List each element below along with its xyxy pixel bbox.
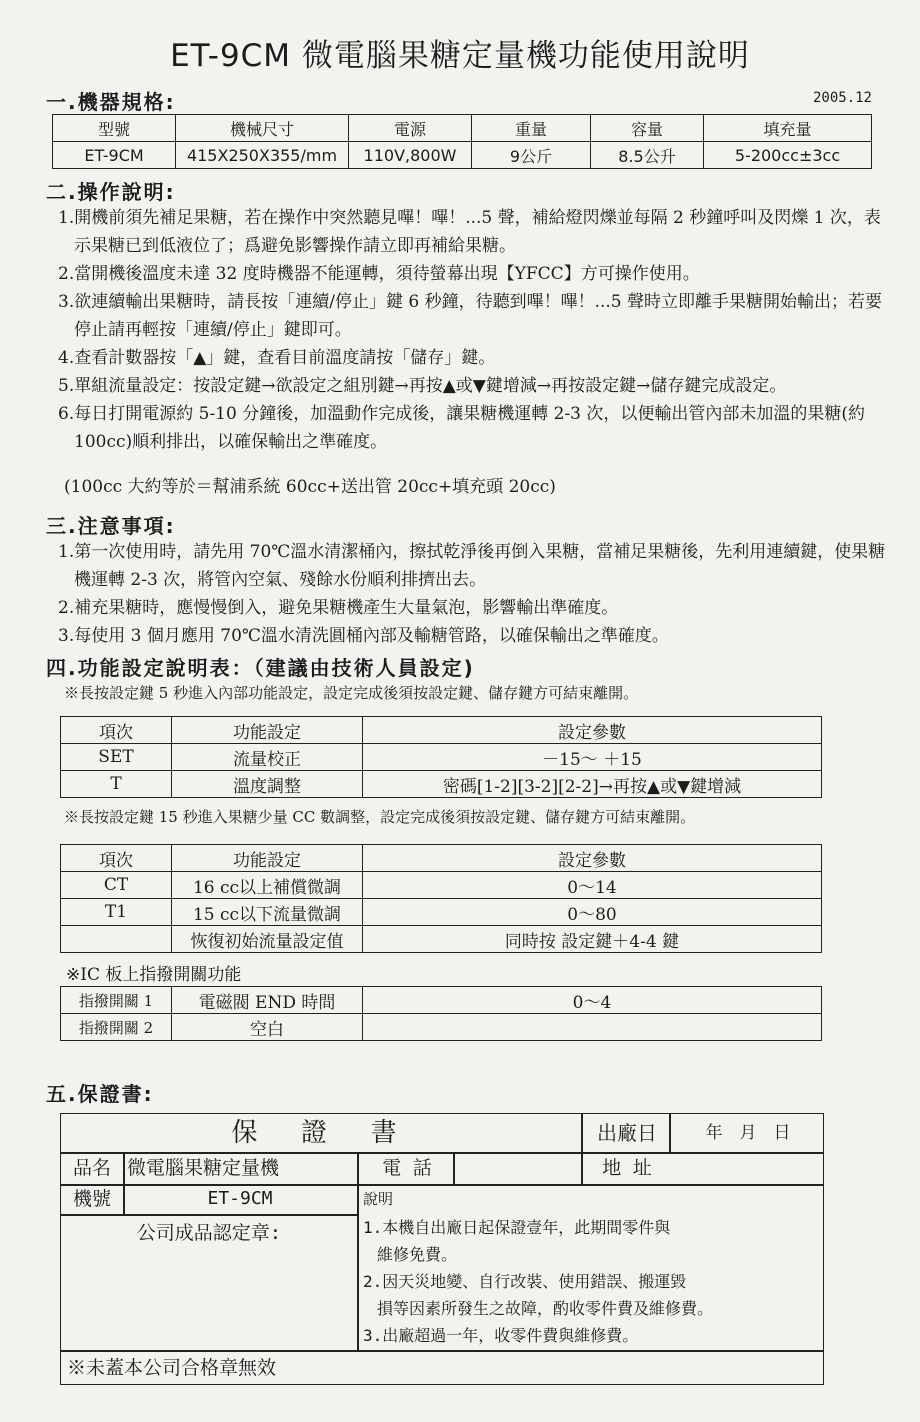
caution-item: 2.補充果糖時，應慢慢倒入，避免果糖機產生大量氣泡，影響輸出準確度。 — [58, 598, 619, 618]
spec-value: 110V,800W — [349, 142, 472, 169]
page-title: ET-9CM 微電腦果糖定量機功能使用說明 — [170, 38, 750, 74]
function-header: 項次 — [61, 717, 172, 744]
section3-heading: 三.注意事項: — [46, 514, 176, 538]
function-cell: 密碼[1-2][3-2][2-2]→再按▲或▼鍵增減 — [363, 771, 822, 798]
phone-label: 電 話 — [382, 1157, 432, 1179]
spec-header: 容量 — [591, 115, 704, 142]
explain-line: 3.出廠超過一年，收零件費與維修費。 — [363, 1326, 639, 1345]
dip-switch-cell: 指撥開關 1 — [61, 987, 172, 1014]
function-cell: 流量校正 — [172, 744, 363, 771]
operation-item: 6.每日打開電源約 5-10 分鐘後，加溫動作完成後，讓果糖機運轉 2-3 次，以便輸出管內部未加溫的果糖(約 100cc)順利排出，以確保輸出之準確度。 — [58, 404, 866, 452]
factory-date-label: 出廠日 — [597, 1121, 657, 1145]
function-cell: SET — [61, 744, 172, 771]
operation-item: 5.單組流量設定：按設定鍵→欲設定之組別鍵→再按▲或▼鍵增減→再按設定鍵→儲存鍵完成設定。 — [58, 376, 787, 396]
function-cell: T — [61, 771, 172, 798]
spec-header: 型號 — [53, 115, 176, 142]
dip-switch-note: ※IC 板上指撥開關功能 — [66, 965, 242, 985]
warranty-footer: ※未蓋本公司合格章無效 — [67, 1357, 277, 1379]
dip-switch-table — [60, 986, 822, 1041]
function-cell: T1 — [61, 899, 172, 926]
product-value: 微電腦果糖定量機 — [127, 1157, 280, 1179]
function-cell: 同時按 設定鍵＋4-4 鍵 — [363, 926, 822, 953]
function-table-2 — [60, 844, 822, 953]
function-header: 功能設定 — [172, 717, 363, 744]
product-label: 品名 — [72, 1157, 111, 1179]
explain-line: 維修免費。 — [377, 1245, 458, 1264]
operation-item: 2.當開機後溫度未達 32 度時機器不能運轉，須待螢幕出現【YFCC】方可操作使用。 — [58, 264, 700, 284]
explain-lines — [363, 1214, 819, 1349]
spec-header: 電源 — [349, 115, 472, 142]
function-cell: 15 cc以下流量微調 — [172, 899, 363, 926]
spec-header: 填充量 — [704, 115, 872, 142]
model-label: 機號 — [72, 1188, 111, 1210]
function-note-1: ※長按設定鍵 5 秒進入內部功能設定，設定完成後須按設定鍵、儲存鍵方可結束離開。 — [64, 684, 639, 702]
model-value: ET-9CM — [207, 1188, 273, 1209]
function-cell: 溫度調整 — [172, 771, 363, 798]
section5-heading: 五.保證書: — [46, 1082, 154, 1106]
function-cell: 恢復初始流量設定值 — [172, 926, 363, 953]
spec-header: 重量 — [472, 115, 591, 142]
explain-line: 1.本機自出廠日起保證壹年，此期間零件與 — [363, 1218, 671, 1237]
function-note-2: ※長按設定鍵 15 秒進入果糖少量 CC 數調整，設定完成後須按設定鍵、儲存鍵方可結束離開。 — [64, 808, 696, 826]
spec-value: 415X250X355/mm — [176, 142, 349, 169]
explain-line: 損等因素所發生之故障，酌收零件費及維修費。 — [377, 1299, 714, 1318]
explain-label: 說明 — [363, 1190, 394, 1208]
section4-heading: 四.功能設定說明表：（建議由技術人員設定) — [46, 656, 475, 680]
explain-line: 2.因天災地變、自行改裝、使用錯誤、搬運毀 — [363, 1272, 687, 1291]
section2-heading: 二.操作說明: — [46, 180, 176, 204]
factory-date-units: 年 月 日 — [705, 1123, 791, 1143]
certificate-title: 保 證 書 — [231, 1118, 411, 1148]
spec-value: 8.5公升 — [591, 142, 704, 169]
caution-item: 3.每使用 3 個月應用 70℃溫水清洗圓桶內部及輸糖管路，以確保輸出之準確度。 — [58, 626, 669, 646]
function-header: 功能設定 — [172, 845, 363, 872]
spec-value: 5-200cc±3cc — [704, 142, 872, 169]
function-header: 設定參數 — [363, 845, 822, 872]
document-date: 2005.12 — [812, 90, 872, 106]
operation-item: 3.欲連續輸出果糖時，請長按「連續/停止」鍵 6 秒鐘，待聽到嗶！嗶！...5 聲時立即離手果糖開始輸出；若要停止請再輕按「連續/停止」鍵即可。 — [58, 292, 882, 340]
warranty-card — [60, 1113, 824, 1385]
spec-value: ET-9CM — [53, 142, 176, 169]
function-header: 設定參數 — [363, 717, 822, 744]
dip-switch-cell: 0～4 — [363, 987, 822, 1014]
operation-list — [50, 204, 890, 518]
function-cell: －15～ ＋15 — [363, 744, 822, 771]
function-cell: 0～14 — [363, 872, 822, 899]
operation-note: (100cc 大約等於＝幫浦系統 60cc+送出管 20cc+填充頭 20cc) — [64, 477, 556, 497]
operation-item: 4.查看計數器按「▲」鍵，查看目前溫度請按「儲存」鍵。 — [58, 348, 496, 368]
function-cell: 16 cc以上補償微調 — [172, 872, 363, 899]
dip-switch-cell: 空白 — [172, 1014, 363, 1041]
operation-item: 1.開機前須先補足果糖，若在操作中突然聽見嗶！嗶！...5 聲，補給燈閃爍並每隔 2 秒鐘呼叫及閃爍 1 次，表示果糖已到低液位了；爲避免影響操作請立即再補給果糖。 — [58, 208, 881, 256]
caution-list — [50, 538, 890, 650]
function-cell: 0～80 — [363, 899, 822, 926]
function-cell: CT — [61, 872, 172, 899]
function-table-1 — [60, 716, 822, 798]
dip-switch-cell: 電磁閥 END 時間 — [172, 987, 363, 1014]
spec-value: 9公斤 — [472, 142, 591, 169]
function-cell — [61, 926, 172, 953]
dip-switch-cell: 指撥開關 2 — [61, 1014, 172, 1041]
function-header: 項次 — [61, 845, 172, 872]
address-label: 地 址 — [602, 1157, 652, 1179]
caution-item: 1.第一次使用時，請先用 70℃溫水清潔桶內，擦拭乾淨後再倒入果糖，當補足果糖後，先利用連續鍵，使果糖機運轉 2-3 次，將管內空氣、殘餘水份順利排擠出去。 — [58, 542, 886, 590]
section1-heading: 一.機器規格: — [46, 90, 176, 114]
spec-header: 機械尺寸 — [176, 115, 349, 142]
dip-switch-cell — [363, 1014, 822, 1041]
stamp-label: 公司成品認定章: — [136, 1222, 282, 1244]
spec-table — [52, 114, 872, 169]
